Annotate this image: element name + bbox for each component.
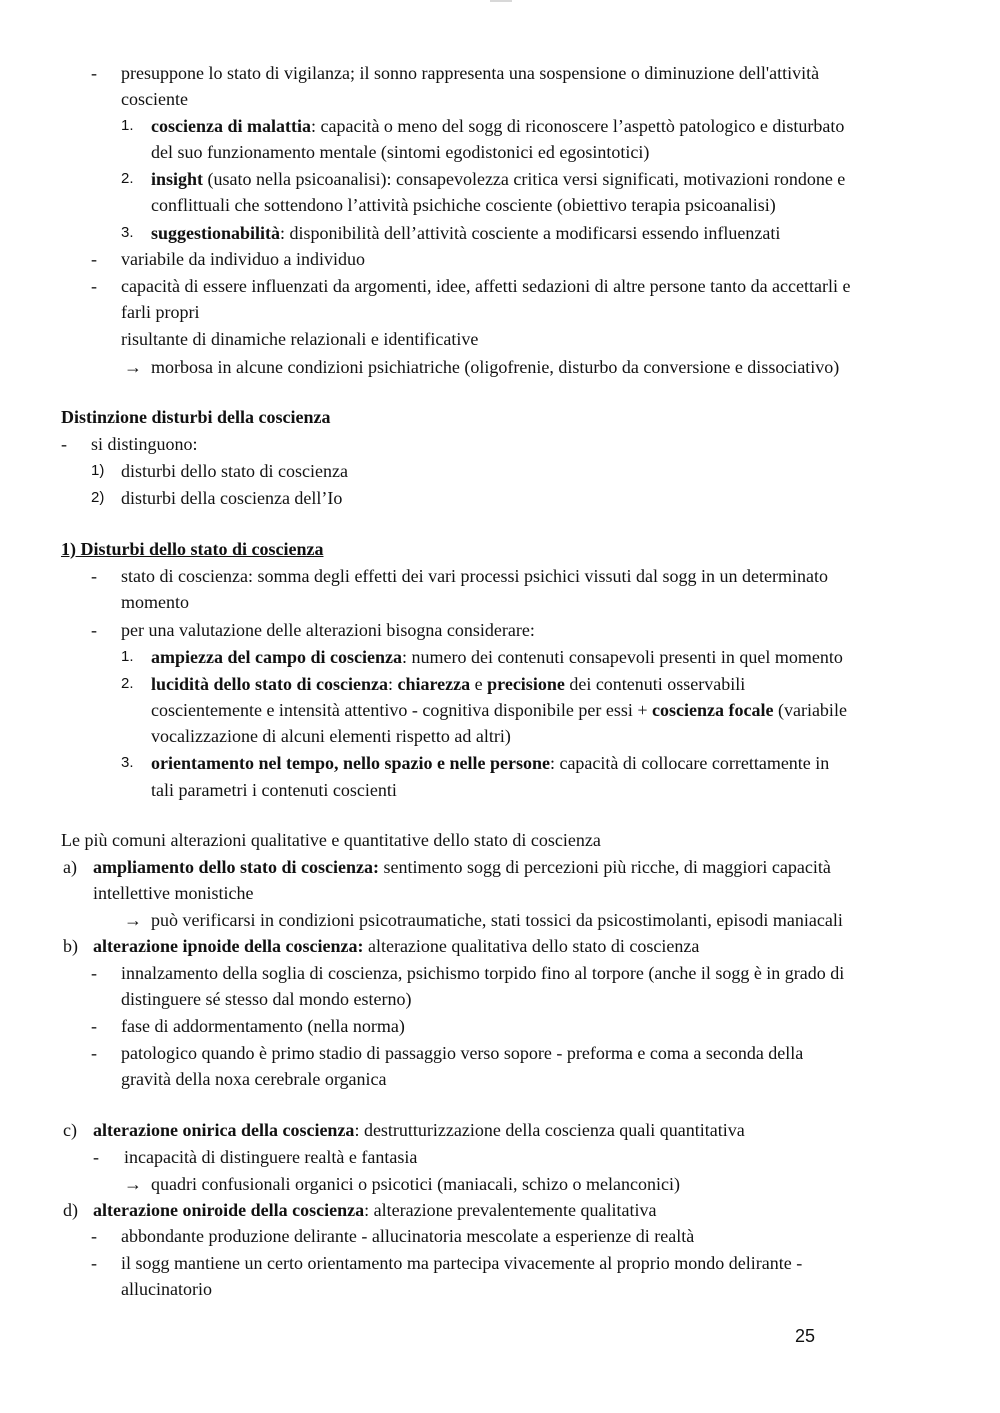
text-line: farli propri bbox=[121, 302, 200, 322]
text-line: del suo funzionamento mentale (sintomi egodistonici ed egosintotici) bbox=[151, 142, 650, 162]
text-line: per una valutazione delle alterazioni bisogna considerare: bbox=[121, 620, 535, 640]
dash-bullet: - bbox=[61, 434, 67, 454]
letter-marker: a) bbox=[63, 857, 77, 877]
text-span: dei contenuti osservabili bbox=[564, 674, 746, 694]
letter-marker: c) bbox=[63, 1120, 77, 1140]
bold-term: insight bbox=[151, 169, 204, 189]
dash-bullet: - bbox=[91, 620, 97, 640]
text-span: : destrutturizzazione della coscienza quali quantitativa bbox=[354, 1120, 745, 1140]
bold-term: coscienza focale bbox=[652, 700, 774, 720]
text-line bbox=[151, 750, 829, 776]
text-line: incapacità di distinguere realtà e fantasia bbox=[124, 1147, 418, 1167]
letter-marker: b) bbox=[63, 936, 78, 956]
text-line: tali parametri i contenuti coscienti bbox=[151, 780, 397, 800]
dash-bullet: - bbox=[91, 1043, 97, 1063]
text-span: alterazione qualitativa dello stato di coscienza bbox=[363, 936, 700, 956]
bold-term: chiarezza bbox=[397, 674, 471, 694]
number-marker: 2. bbox=[121, 170, 134, 187]
dash-bullet: - bbox=[91, 276, 97, 296]
text-span: sentimento sogg di percezioni più ricche, di maggiori capacità bbox=[378, 857, 831, 877]
bold-term: alterazione oniroide della coscienza bbox=[93, 1200, 365, 1220]
bold-term: alterazione ipnoide della coscienza: bbox=[93, 936, 364, 956]
number-marker: 3. bbox=[121, 224, 134, 241]
text-line bbox=[151, 113, 844, 139]
text-line: quadri confusionali organici o psicotici (maniacali, schizo o melanconici) bbox=[151, 1174, 680, 1194]
number-marker: 1) bbox=[91, 462, 105, 479]
page-number: 25 bbox=[795, 1326, 816, 1346]
text-span: : bbox=[388, 674, 398, 694]
bold-term: ampiezza del campo di coscienza bbox=[151, 647, 402, 667]
text-span: : disponibilità dell’attività cosciente a modificarsi essendo influenzati bbox=[280, 223, 781, 243]
text-line: gravità della noxa cerebrale organica bbox=[121, 1069, 387, 1089]
arrow-marker: → bbox=[124, 357, 142, 377]
heading-text: 1) Disturbi dello stato di coscienza bbox=[61, 539, 324, 559]
text-line: conflittuali che sottendono l’attività psichiche cosciente (obiettivo terapia psicoanalisi) bbox=[151, 195, 776, 215]
text-line: Le più comuni alterazioni qualitative e quantitative dello stato di coscienza bbox=[61, 830, 601, 850]
number-marker: 2) bbox=[91, 489, 105, 506]
letter-marker: d) bbox=[63, 1200, 78, 1220]
dash-bullet: - bbox=[91, 963, 97, 983]
arrow-marker: → bbox=[124, 910, 142, 930]
text-line bbox=[93, 854, 831, 880]
text-line: abbondante produzione delirante - allucinatoria mescolate a esperienze di realtà bbox=[121, 1226, 695, 1246]
text-span: (variabile bbox=[773, 700, 847, 720]
text-line bbox=[151, 166, 845, 192]
dash-bullet: - bbox=[91, 1226, 97, 1246]
dash-bullet: - bbox=[91, 1016, 97, 1036]
text-line: stato di coscienza: somma degli effetti dei vari processi psichici vissuti dal sogg in un determinato bbox=[121, 566, 829, 586]
text-line: distinguere sé stesso dal mondo esterno) bbox=[121, 989, 412, 1009]
bold-term: coscienza di malattia bbox=[151, 116, 311, 136]
text-span: e bbox=[470, 674, 488, 694]
text-line: presuppone lo stato di vigilanza; il sonno rappresenta una sospensione o diminuzione dell'attività bbox=[121, 63, 820, 83]
text-span: : capacità di collocare correttamente in bbox=[549, 753, 830, 773]
bold-term: precisione bbox=[487, 674, 565, 694]
text-line: disturbi dello stato di coscienza bbox=[121, 461, 348, 481]
text-line: capacità di essere influenzati da argomenti, idee, affetti sedazioni di altre persone tanto da accettarli e bbox=[121, 276, 851, 296]
text-line: variabile da individuo a individuo bbox=[121, 249, 365, 269]
text-span: : capacità o meno del sogg di riconoscere l’aspettò patologico e disturbato bbox=[310, 116, 845, 136]
dash-bullet: - bbox=[91, 63, 97, 83]
text-line: fase di addormentamento (nella norma) bbox=[121, 1016, 405, 1036]
section-heading bbox=[61, 536, 324, 562]
text-line: innalzamento della soglia di coscienza, psichismo torpido fino al torpore (anche il sogg è in grado di bbox=[121, 963, 845, 983]
text-line bbox=[151, 697, 847, 723]
text-line bbox=[93, 933, 699, 959]
text-line bbox=[93, 1117, 745, 1143]
text-line: si distinguono: bbox=[91, 434, 198, 454]
bold-term: suggestionabilità bbox=[151, 223, 281, 243]
text-line: può verificarsi in condizioni psicotraumatiche, stati tossici da psicostimolanti, episodi maniacali bbox=[151, 910, 843, 930]
text-span: coscientemente e intensità attentivo - cognitiva disponibile per essi + bbox=[151, 700, 653, 720]
text-line: morbosa in alcune condizioni psichiatriche (oligofrenie, disturbo da conversione e dissociativo) bbox=[151, 357, 840, 377]
heading-text: Distinzione disturbi della coscienza bbox=[61, 407, 331, 427]
text-line: disturbi della coscienza dell’Io bbox=[121, 488, 343, 508]
bold-term: alterazione onirica della coscienza bbox=[93, 1120, 355, 1140]
bold-term: lucidità dello stato di coscienza bbox=[151, 674, 388, 694]
text-line: risultante di dinamiche relazionali e identificative bbox=[121, 329, 479, 349]
number-marker: 1. bbox=[121, 648, 134, 665]
number-marker: 3. bbox=[121, 754, 134, 771]
dash-bullet: - bbox=[91, 566, 97, 586]
text-line: vocalizzazione di alcuni elementi rispetto ad altri) bbox=[151, 726, 511, 746]
header-mark bbox=[490, 0, 512, 2]
text-line: patologico quando è primo stadio di passaggio verso sopore - preforma e coma a seconda della bbox=[121, 1043, 804, 1063]
text-span: : alterazione prevalentemente qualitativa bbox=[364, 1200, 657, 1220]
number-marker: 2. bbox=[121, 675, 134, 692]
text-line bbox=[93, 1197, 656, 1223]
text-line: cosciente bbox=[121, 89, 188, 109]
text-line: allucinatorio bbox=[121, 1279, 212, 1299]
text-line bbox=[151, 671, 745, 697]
text-line bbox=[151, 220, 780, 246]
dash-bullet: - bbox=[91, 1253, 97, 1273]
text-span: (usato nella psicoanalisi): consapevolezza critica versi significati, motivazioni rondone e bbox=[203, 169, 846, 189]
text-line bbox=[151, 644, 843, 670]
text-line: intellettive monistiche bbox=[93, 883, 254, 903]
bold-term: orientamento nel tempo, nello spazio e nelle persone bbox=[151, 753, 550, 773]
dash-bullet: - bbox=[93, 1147, 99, 1167]
section-heading bbox=[61, 404, 331, 430]
number-marker: 1. bbox=[121, 117, 134, 134]
text-span: : numero dei contenuti consapevoli presenti in quel momento bbox=[401, 647, 843, 667]
text-line: momento bbox=[121, 592, 189, 612]
dash-bullet: - bbox=[91, 249, 97, 269]
arrow-marker: → bbox=[124, 1174, 142, 1194]
bold-term: ampliamento dello stato di coscienza: bbox=[93, 857, 379, 877]
text-line: il sogg mantiene un certo orientamento ma partecipa vivacemente al proprio mondo delirante - bbox=[121, 1253, 803, 1273]
